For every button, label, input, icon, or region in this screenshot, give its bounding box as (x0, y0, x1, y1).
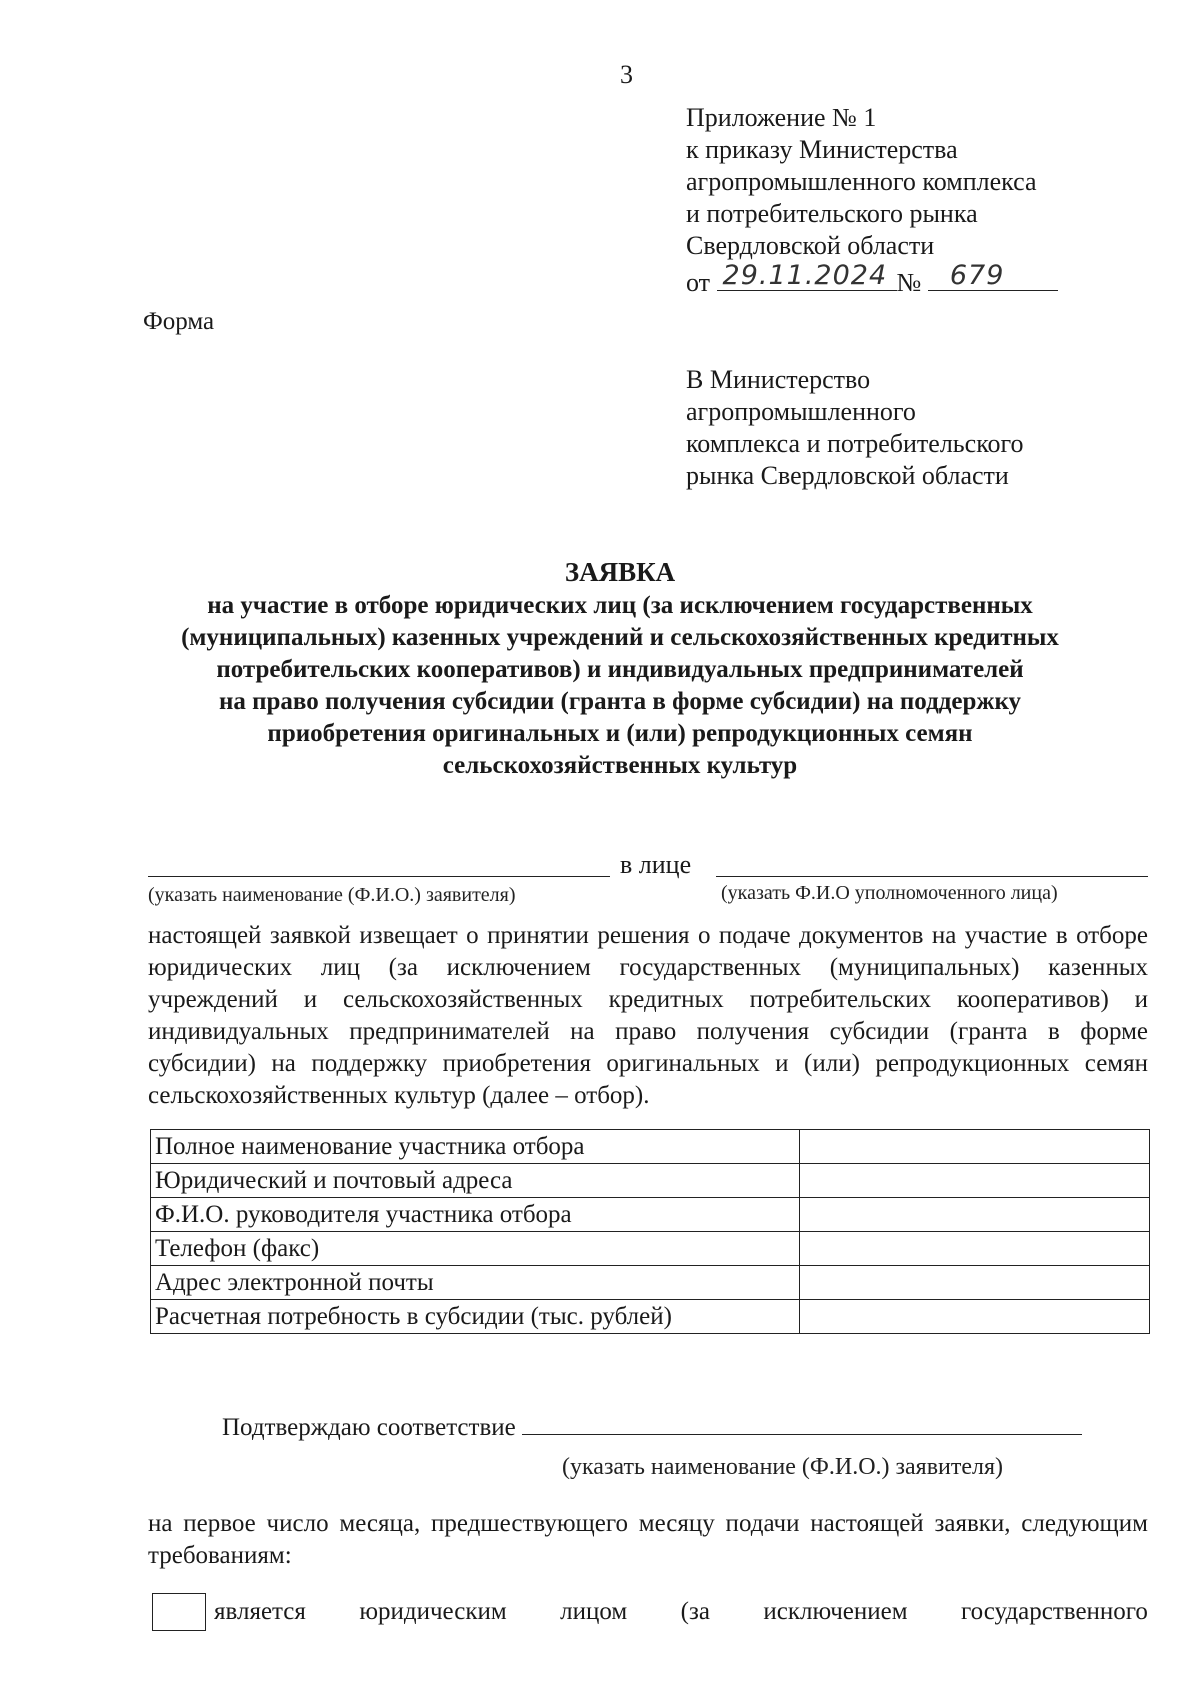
table-label-cell: Расчетная потребность в субсидии (тыс. рублей) (151, 1300, 800, 1334)
date-field (717, 262, 897, 291)
number-field (928, 262, 1058, 291)
table-label-cell: Полное наименование участника отбора (151, 1130, 800, 1164)
requirement-item-text (214, 1596, 1148, 1628)
requirement-checkbox[interactable] (152, 1593, 206, 1631)
table-value-cell[interactable] (800, 1198, 1150, 1232)
in-person-label: в лице (620, 850, 692, 879)
requirement-word: юридическим (359, 1598, 507, 1625)
table-value-cell[interactable] (800, 1300, 1150, 1334)
appendix-line: Свердловской области (686, 231, 935, 260)
confirm-hint: (указать наименование (Ф.И.О.) заявителя) (562, 1454, 1004, 1480)
number-sign: № (896, 268, 922, 297)
table-row (151, 1198, 1150, 1232)
table-row (151, 1266, 1150, 1300)
confirm-label: Подтверждаю соответствие (222, 1414, 516, 1441)
title-line: (муниципальных) казенных учреждений и сельскохозяйственных кредитных (181, 624, 1059, 651)
title-line: потребительских кооперативов) и индивидуальных предпринимателей (216, 656, 1024, 683)
table-value-cell[interactable] (800, 1232, 1150, 1266)
form-label: Форма (143, 308, 215, 335)
body-paragraph: настоящей заявкой извещает о принятии решения о подаче документов на участие в отборе юридических лиц (за исключением государственных (муниципальных) казенных учреждений и сельскохозяйственных кредитных потребительских кооперативов) и индивидуальных предпринимателей на право получения субсидии (гранта в форме субсидии) на поддержку приобретения оригинальных и (или) репродукционных семян сельскохозяйственных культур (далее – отбор). (148, 922, 1148, 1109)
addressee-line: комплекса и потребительского (686, 429, 1024, 458)
table-value-cell[interactable] (800, 1266, 1150, 1300)
requirement-word: государственного (961, 1598, 1148, 1625)
requirement-word: является (214, 1598, 306, 1625)
applicant-name-line[interactable] (148, 876, 610, 877)
appendix-line: агропромышленного комплекса (686, 167, 1037, 196)
title-line: на участие в отборе юридических лиц (за исключением государственных (207, 592, 1033, 619)
confirm-row (222, 1412, 1082, 1442)
document-title (120, 556, 1120, 782)
table-row (151, 1232, 1150, 1266)
requirements-intro: на первое число месяца, предшествующего месяцу подачи настоящей заявки, следующим требованиям: (148, 1510, 1148, 1569)
addressee-line: В Министерство (686, 365, 871, 394)
authorized-person-line[interactable] (716, 876, 1148, 877)
table-label-cell: Адрес электронной почты (151, 1266, 800, 1300)
appendix-date-line (686, 262, 1058, 299)
table-value-cell[interactable] (800, 1130, 1150, 1164)
addressee-line: рынка Свердловской области (686, 461, 1009, 490)
table-row (151, 1164, 1150, 1198)
authorized-person-hint: (указать Ф.И.О уполномоченного лица) (721, 882, 1058, 904)
confirm-applicant-line[interactable] (522, 1412, 1082, 1435)
table-value-cell[interactable] (800, 1164, 1150, 1198)
appendix-line: к приказу Министерства (686, 135, 958, 164)
applicant-name-hint: (указать наименование (Ф.И.О.) заявителя) (148, 884, 516, 906)
date-prefix: от (686, 268, 711, 297)
table-label-cell: Юридический и почтовый адреса (151, 1164, 800, 1198)
appendix-line: и потребительского рынка (686, 199, 978, 228)
appendix-line: Приложение № 1 (686, 103, 877, 132)
title-line: приобретения оригинальных и (или) репродукционных семян (267, 720, 973, 747)
page-number: 3 (620, 60, 633, 89)
table-row (151, 1130, 1150, 1164)
title-heading: ЗАЯВКА (564, 557, 676, 587)
requirement-word: исключением (763, 1598, 908, 1625)
handwritten-date: 29.11.2024 (722, 260, 888, 291)
table-label-cell: Ф.И.О. руководителя участника отбора (151, 1198, 800, 1232)
requirement-word: лицом (560, 1598, 628, 1625)
appendix-block (686, 102, 1058, 299)
participant-info-table (150, 1129, 1150, 1334)
addressee-block (686, 364, 1024, 492)
applicant-fill-row (148, 850, 1148, 906)
addressee-line: агропромышленного (686, 397, 916, 426)
table-label-cell: Телефон (факс) (151, 1232, 800, 1266)
requirement-word: (за (680, 1598, 710, 1625)
handwritten-number: 679 (949, 260, 1005, 291)
title-line: сельскохозяйственных культур (442, 752, 798, 779)
title-line: на право получения субсидии (гранта в форме субсидии) на поддержку (218, 688, 1022, 715)
table-row (151, 1300, 1150, 1334)
